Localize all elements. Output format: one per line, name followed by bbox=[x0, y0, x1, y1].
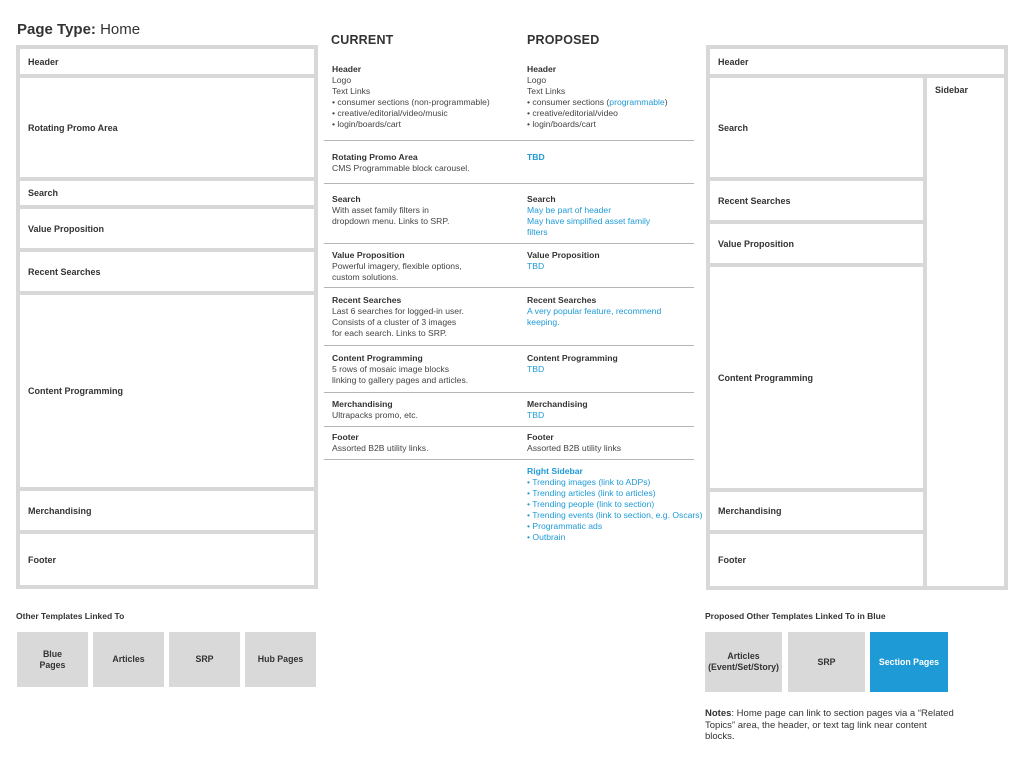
current-footer-block: Footer bbox=[20, 534, 314, 585]
cell-line: Powerful imagery, flexible options, bbox=[332, 261, 462, 271]
cell-line: Consists of a cluster of 3 images bbox=[332, 317, 457, 327]
proposed-tile-section-pages[interactable]: Section Pages bbox=[870, 632, 948, 692]
cell-line: With asset family filters in bbox=[332, 205, 429, 215]
proposed-recent-searches-block: Recent Searches bbox=[710, 181, 923, 220]
template-tile-srp[interactable]: SRP bbox=[169, 632, 240, 687]
cell-line: A very popular feature, recommend bbox=[527, 306, 662, 316]
cell-title: Value Proposition bbox=[527, 250, 600, 260]
proposed-content-programming-block: Content Programming bbox=[710, 267, 923, 488]
cell-line: Logo bbox=[527, 75, 547, 85]
cell-title: Rotating Promo Area bbox=[332, 152, 418, 162]
cell-line: 5 rows of mosaic image blocks bbox=[332, 364, 450, 374]
cell-title: Recent Searches bbox=[332, 295, 402, 305]
cell-line: Logo bbox=[332, 75, 352, 85]
current-search-cell bbox=[332, 194, 449, 227]
proposed-column-heading: PROPOSED bbox=[527, 33, 600, 47]
proposed-header-cell bbox=[527, 64, 668, 130]
proposed-value-proposition-cell bbox=[527, 250, 600, 272]
cell-line: dropdown menu. Links to SRP. bbox=[332, 216, 450, 226]
cell-line: TBD bbox=[527, 410, 545, 420]
proposed-tile-articles[interactable]: Articles (Event/Set/Story) bbox=[705, 632, 782, 692]
cell-line bbox=[527, 97, 668, 108]
current-footer-cell bbox=[332, 432, 428, 454]
proposed-wireframe bbox=[706, 45, 1008, 590]
cell-line: custom solutions. bbox=[332, 272, 399, 282]
line-part: ) bbox=[664, 97, 668, 107]
template-tile-hub-pages[interactable]: Hub Pages bbox=[245, 632, 316, 687]
cell-title: Merchandising bbox=[332, 399, 393, 409]
template-tile-articles[interactable]: Articles bbox=[93, 632, 164, 687]
other-templates-label: Other Templates Linked To bbox=[16, 611, 125, 621]
current-merchandising-cell bbox=[332, 399, 418, 421]
current-recent-searches-cell bbox=[332, 295, 464, 339]
current-value-proposition-block: Value Proposition bbox=[20, 209, 314, 248]
current-header-cell bbox=[332, 64, 490, 130]
cell-line: May be part of header bbox=[527, 205, 612, 215]
current-content-programming-block: Content Programming bbox=[20, 295, 314, 487]
cell-title: Search bbox=[527, 194, 556, 204]
cell-line: filters bbox=[527, 227, 548, 237]
cell-title: Recent Searches bbox=[527, 295, 597, 305]
cell-line: • Trending people (link to section) bbox=[527, 499, 655, 509]
proposed-tile-srp[interactable]: SRP bbox=[788, 632, 865, 692]
page-type-label: Page Type: bbox=[17, 21, 96, 38]
cell-title: Footer bbox=[527, 432, 554, 442]
current-header-block: Header bbox=[20, 49, 314, 74]
current-promo-block: Rotating Promo Area bbox=[20, 78, 314, 177]
cell-title: Footer bbox=[332, 432, 359, 442]
current-wireframe bbox=[16, 45, 318, 589]
row-divider bbox=[324, 459, 694, 460]
notes-label: Notes bbox=[705, 708, 732, 719]
proposed-value-proposition-block: Value Proposition bbox=[710, 224, 923, 263]
notes-text: : Home page can link to section pages via a “Related Topics” area, the header, or text tag link near content blocks. bbox=[705, 708, 954, 742]
proposed-sidebar-block: Sidebar bbox=[927, 78, 1004, 586]
cell-line: May have simplified asset family bbox=[527, 216, 651, 226]
cell-line: • login/boards/cart bbox=[527, 119, 596, 129]
cell-line: • Programmatic ads bbox=[527, 521, 603, 531]
cell-line: TBD bbox=[527, 261, 545, 271]
cell-line: • consumer sections (non-programmable) bbox=[332, 97, 490, 107]
proposed-promo-cell bbox=[527, 152, 545, 163]
cell-line: keeping. bbox=[527, 317, 560, 327]
cell-title: Merchandising bbox=[527, 399, 588, 409]
cell-line: • Trending events (link to section, e.g. Oscars) bbox=[527, 510, 703, 520]
line-part: • consumer sections ( bbox=[527, 97, 610, 107]
proposed-content-programming-cell bbox=[527, 353, 618, 375]
current-promo-cell bbox=[332, 152, 470, 174]
proposed-merchandising-cell bbox=[527, 399, 588, 421]
proposed-search-block: Search bbox=[710, 78, 923, 177]
cell-line: for each search. Links to SRP. bbox=[332, 328, 447, 338]
cell-title: Header bbox=[527, 64, 557, 74]
page-title bbox=[17, 21, 140, 38]
row-divider bbox=[324, 140, 694, 141]
current-value-proposition-cell bbox=[332, 250, 462, 283]
row-divider bbox=[324, 345, 694, 346]
cell-line: • Outbrain bbox=[527, 532, 566, 542]
cell-title: Header bbox=[332, 64, 362, 74]
cell-title: Content Programming bbox=[527, 353, 618, 363]
cell-title: Value Proposition bbox=[332, 250, 405, 260]
cell-line: • creative/editorial/video bbox=[527, 108, 618, 118]
row-divider bbox=[324, 287, 694, 288]
cell-line: CMS Programmable block carousel. bbox=[332, 163, 470, 173]
proposed-footer-cell bbox=[527, 432, 621, 454]
cell-line: Ultrapacks promo, etc. bbox=[332, 410, 418, 420]
current-search-block: Search bbox=[20, 181, 314, 205]
cell-line: Assorted B2B utility links. bbox=[332, 443, 429, 453]
row-divider bbox=[324, 426, 694, 427]
programmable-link: programmable bbox=[609, 97, 665, 107]
proposed-merchandising-block: Merchandising bbox=[710, 492, 923, 530]
cell-line: Last 6 searches for logged-in user. bbox=[332, 306, 464, 316]
cell-line: • Trending articles (link to articles) bbox=[527, 488, 656, 498]
cell-line: TBD bbox=[527, 364, 545, 374]
current-recent-searches-block: Recent Searches bbox=[20, 252, 314, 291]
proposed-templates-label: Proposed Other Templates Linked To in Blue bbox=[705, 611, 886, 621]
cell-line: • login/boards/cart bbox=[332, 119, 401, 129]
cell-title: TBD bbox=[527, 152, 545, 162]
cell-title: Search bbox=[332, 194, 361, 204]
proposed-search-cell bbox=[527, 194, 650, 238]
notes bbox=[705, 708, 955, 743]
cell-line: Text Links bbox=[332, 86, 371, 96]
row-divider bbox=[324, 392, 694, 393]
cell-line: Text Links bbox=[527, 86, 566, 96]
row-divider bbox=[324, 243, 694, 244]
current-content-programming-cell bbox=[332, 353, 468, 386]
cell-line: Assorted B2B utility links bbox=[527, 443, 622, 453]
cell-line: • Trending images (link to ADPs) bbox=[527, 477, 651, 487]
cell-title: Content Programming bbox=[332, 353, 423, 363]
right-sidebar-cell bbox=[527, 466, 702, 543]
proposed-footer-block: Footer bbox=[710, 534, 923, 586]
template-tile-blue-pages[interactable]: Blue Pages bbox=[17, 632, 88, 687]
proposed-header-block: Header bbox=[710, 49, 1004, 74]
current-column-heading: CURRENT bbox=[331, 33, 394, 47]
cell-title: Right Sidebar bbox=[527, 466, 583, 476]
cell-line: linking to gallery pages and articles. bbox=[332, 375, 469, 385]
page-type-value: Home bbox=[100, 21, 141, 38]
current-merchandising-block: Merchandising bbox=[20, 491, 314, 530]
row-divider bbox=[324, 183, 694, 184]
cell-line: • creative/editorial/video/music bbox=[332, 108, 448, 118]
proposed-recent-searches-cell bbox=[527, 295, 661, 328]
